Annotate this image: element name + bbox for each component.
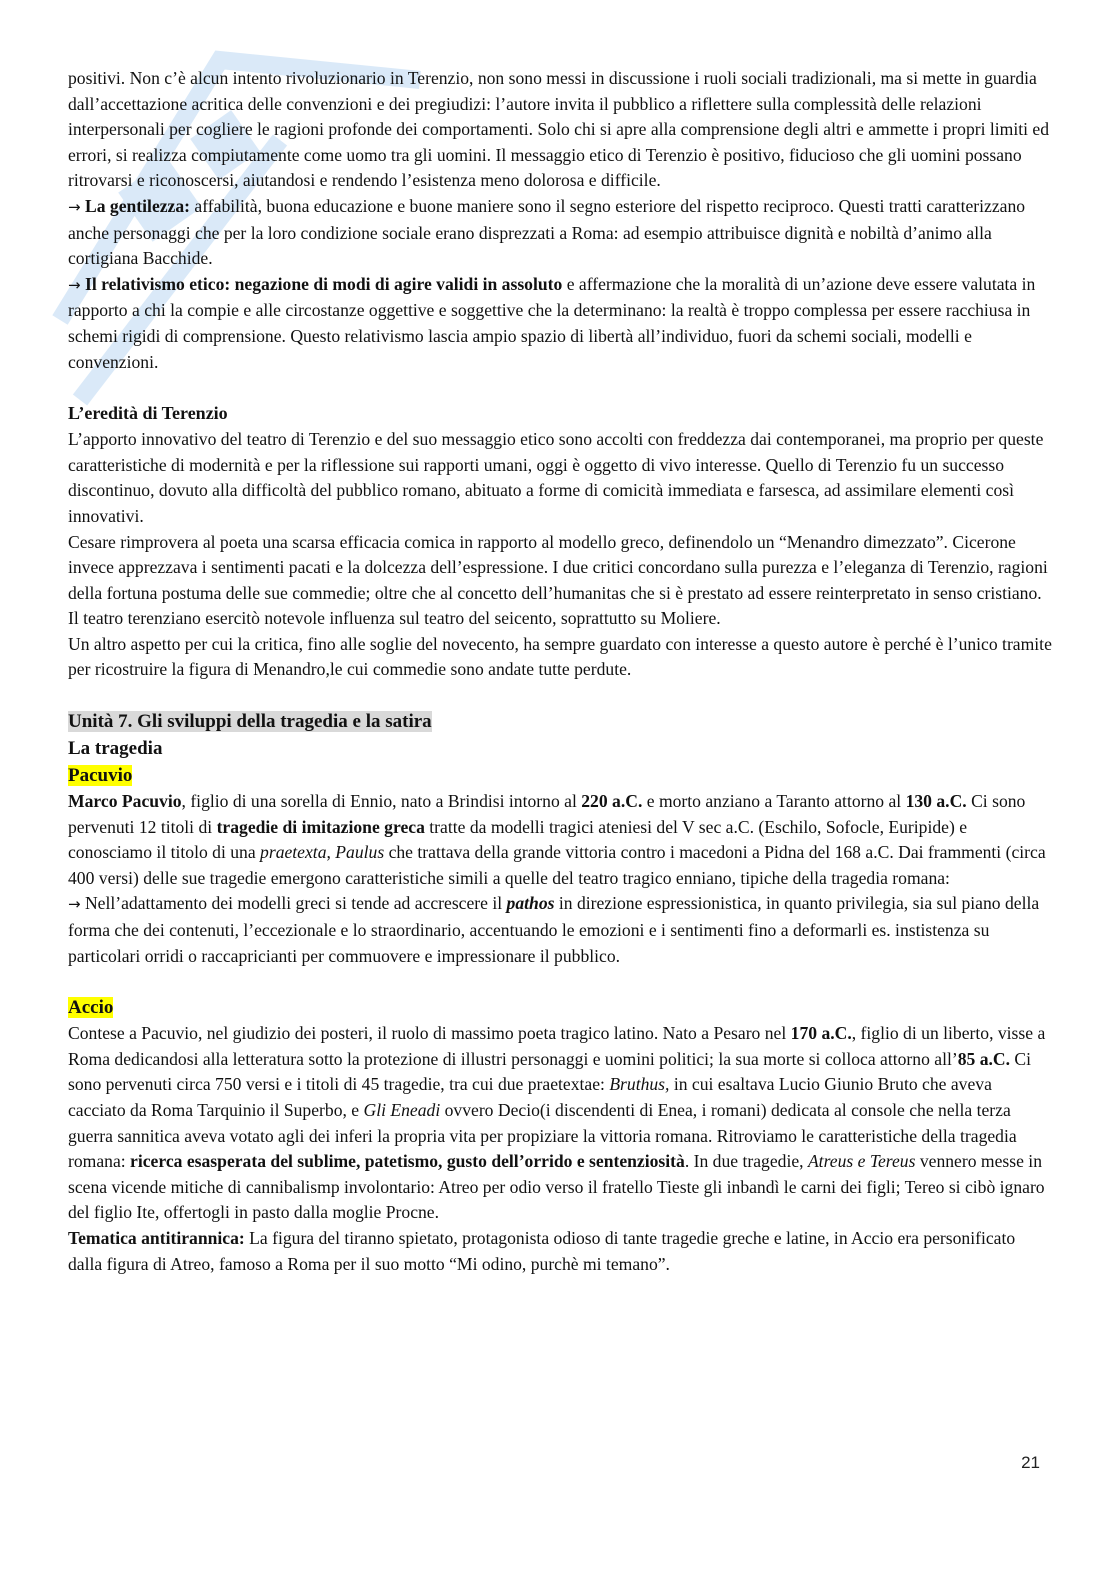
text: e morto anziano a Taranto attorno al xyxy=(642,791,906,812)
paragraph-gentilezza xyxy=(68,194,1052,272)
heading-eredita: L’eredità di Terenzio xyxy=(68,403,228,424)
paragraph-pacuvio xyxy=(68,789,1052,891)
paragraph-eredita-3: Un altro aspetto per cui la critica, fino alle soglie del novecento, ha sempre guardato con interesse a questo autore è perché è l’unico tramite per ricostruire la figura di Menandro,le cui commedie sono andate tutte perdute. xyxy=(68,633,1052,680)
heading-unit7 xyxy=(68,708,1052,735)
heading-accio xyxy=(68,994,1052,1021)
date: 85 a.C. xyxy=(957,1048,1011,1069)
text: , xyxy=(326,842,336,863)
text: Nell’adattamento dei modelli greci si tende ad accrescere il xyxy=(80,893,507,914)
bold-text: tragedie di imitazione greca xyxy=(216,816,425,837)
paragraph-relativismo xyxy=(68,272,1052,375)
text-gentilezza: affabilità, buona educazione e buone maniere sono il segno esteriore del rispetto reciproco. Questi tratti caratterizzano anche personaggi che per la loro condizione sociale erano disprezzati a Roma: ad esempio attribuisce dignità e nobiltà d’animo alla cortigiana Bacchide. xyxy=(68,195,1026,269)
date: 220 a.C. xyxy=(581,791,643,812)
document-page xyxy=(68,66,1052,1277)
text: Ci sono pervenuti circa 750 versi e i titoli di 45 tragedie, tra cui due praetextae: xyxy=(68,1048,1032,1095)
paragraph-accio xyxy=(68,1021,1052,1226)
text: in cui esaltava Lucio Giunio Bruto che aveva cacciato da Roma Tarquinio il Superbo, e xyxy=(68,1074,992,1120)
arrow-right-icon: → xyxy=(68,197,81,216)
paragraph-eredita-1: L’apporto innovativo del teatro di Terenzio e del suo messaggio etico sono accolti con freddezza dai contemporanei, ma proprio per queste caratteristiche di modernità e per la riflessione sui rapporti umani, oggi è oggetto di vivo interesse. Quello di Terenzio fu un successo discontinuo, dovuto alla difficoltà del pubblico romano, abituato a forme di comicità immediata e farsesca, ad assimilare elementi così innovativi. xyxy=(68,429,1044,526)
date: 130 a.C. xyxy=(905,791,967,812)
text: in direzione espressionistica, in quanto privilegia, sia sul piano della forma che dei contenuti, l’eccezionale e lo straordinario, accentuando le emozioni e i sentimenti fino a deformarli es. instistenza su particolari orridi o raccapricianti per commuovere e impressionare il pubblico. xyxy=(68,893,1040,966)
text: La figura del tiranno spietato, protagonista odioso di tante tragedie greche e latine, in Accio era personificato dalla figura di Atreo, famoso a Roma per il suo motto “Mi odino, purchè mi temano”. xyxy=(68,1227,1016,1274)
text: che trattava della grande vittoria contro i macedoni a Pidna del 168 a.C. Dai frammenti (circa 400 versi) delle sue tragedie emergono caratteristiche simili a quelle del teatro tragico enniano, tipiche della tragedia romana: xyxy=(68,842,1046,888)
label-gentilezza: La gentilezza: xyxy=(84,195,191,216)
text: , figlio di una sorella di Ennio, nato a Brindisi intorno al xyxy=(181,791,582,812)
bold-text: ricerca esasperata del sublime, patetismo, gusto dell’orrido e sentenziosità xyxy=(130,1151,685,1172)
paragraph-pacuvio-pathos xyxy=(68,891,1052,969)
pacuvio-title: Pacuvio xyxy=(68,765,133,787)
accio-title: Accio xyxy=(68,997,114,1019)
heading-pacuvio xyxy=(68,762,1052,789)
date: 170 a.C. xyxy=(790,1023,852,1044)
label-relativismo: Il relativismo etico: negazione di modi di agire validi in assoluto xyxy=(84,273,563,294)
paragraph-eredita-2: Cesare rimprovera al poeta una scarsa efficacia comica in rapporto al modello greco, definendolo un “Menandro dimezzato”. Cicerone invece apprezzava i sentimenti pacati e la dolcezza dell’espressione. I due critici concordano sulla purezza e l’eleganza di Terenzio, ragioni della fortuna postuma delle sue commedie; oltre che al concetto dell’humanitas che si è prestato ad essere reinterpretato in senso cristiano. Il teatro terenziano esercitò notevole influenza sul teatro del seicento, soprattutto su Moliere. xyxy=(68,531,1048,629)
text: vennero messe in scena vicende mitiche di cannibalismp involontario: Atreo per odio verso il fratello Tieste gli inbandì le carni dei figli; Tereo si cibò ignaro del figlio Ite, offertogli in pasto dalla moglie Procne. xyxy=(68,1151,1045,1223)
text: . In due tragedie, xyxy=(684,1151,808,1172)
paragraph-antitirannica xyxy=(68,1226,1052,1277)
text: ovvero Decio(i discendenti di Enea, i romani) dedicata al console che nella terza guerra sannitica aveva votato agli dei inferi la propria vita per propiziare la vittoria romana. Ritroviamo le caratteristiche della tragedia romana: xyxy=(68,1100,1017,1172)
italic-text: Paulus xyxy=(335,842,385,863)
text: Ci sono pervenuti 12 titoli di xyxy=(68,791,1026,837)
text: , figlio di un liberto, visse a Roma dedicandosi alla letteratura sotto la protezione di illustri personaggi e uomini politici; la sua morte si colloca attorno all’ xyxy=(68,1023,1046,1069)
text-relativismo: e affermazione che la moralità di un’azione deve essere valutata in rapporto a chi la compie e alle circostanze oggettive e soggettive che la determinano: la realtà è troppo complessa per essere racchiusa in schemi rigidi di comprensione. Questo relativismo lascia ampio spazio di libertà all’individuo, fuori da schemi sociali, modelli e convenzioni. xyxy=(68,273,1036,372)
text: Contese a Pacuvio, nel giudizio dei posteri, il ruolo di massimo poeta tragico latino. Nato a Pesaro nel xyxy=(68,1023,791,1044)
italic-text: Atreus e Tereus xyxy=(807,1151,916,1172)
unit7-title: Unità 7. Gli sviluppi della tragedia e la satira xyxy=(68,711,432,733)
italic-text: praetexta xyxy=(260,842,327,863)
arrow-right-icon: → xyxy=(68,275,81,294)
label-antitirannica: Tematica antitirannica: xyxy=(68,1227,245,1248)
italic-text: Gli Eneadi xyxy=(363,1100,441,1120)
paragraph-terenzio-messaggio: positivi. Non c’è alcun intento rivoluzionario in Terenzio, non sono messi in discussione i ruoli sociali tradizionali, ma si mette in guardia dall’accettazione acritica delle convenzioni e dei pregiudizi: l’autore invita il pubblico a riflettere sulla complessità delle relazioni interpersonali per cogliere le ragioni profonde dei comportamenti. Solo chi si apre alla comprensione degli altri e ammette i propri limiti ed errori, si realizza compiutamente come uomo tra gli uomini. Il messaggio etico di Terenzio è positivo, fiducioso che gli uomini possano ritrovarsi e riconoscersi, aiutandosi e rendendo l’esistenza meno dolorosa e difficile. xyxy=(68,68,1050,191)
arrow-right-icon: → xyxy=(68,895,81,914)
pacuvio-name: Marco Pacuvio xyxy=(68,791,182,812)
bold-italic-text: pathos xyxy=(506,893,555,914)
italic-text: Bruthus, xyxy=(609,1074,670,1095)
page-number: 21 xyxy=(1021,1453,1040,1472)
text: tratte da modelli tragici ateniesi del V sec a.C. (Eschilo, Sofocle, Euripide) e conosciamo il titolo di una xyxy=(68,816,968,863)
heading-tragedia: La tragedia xyxy=(68,738,163,760)
